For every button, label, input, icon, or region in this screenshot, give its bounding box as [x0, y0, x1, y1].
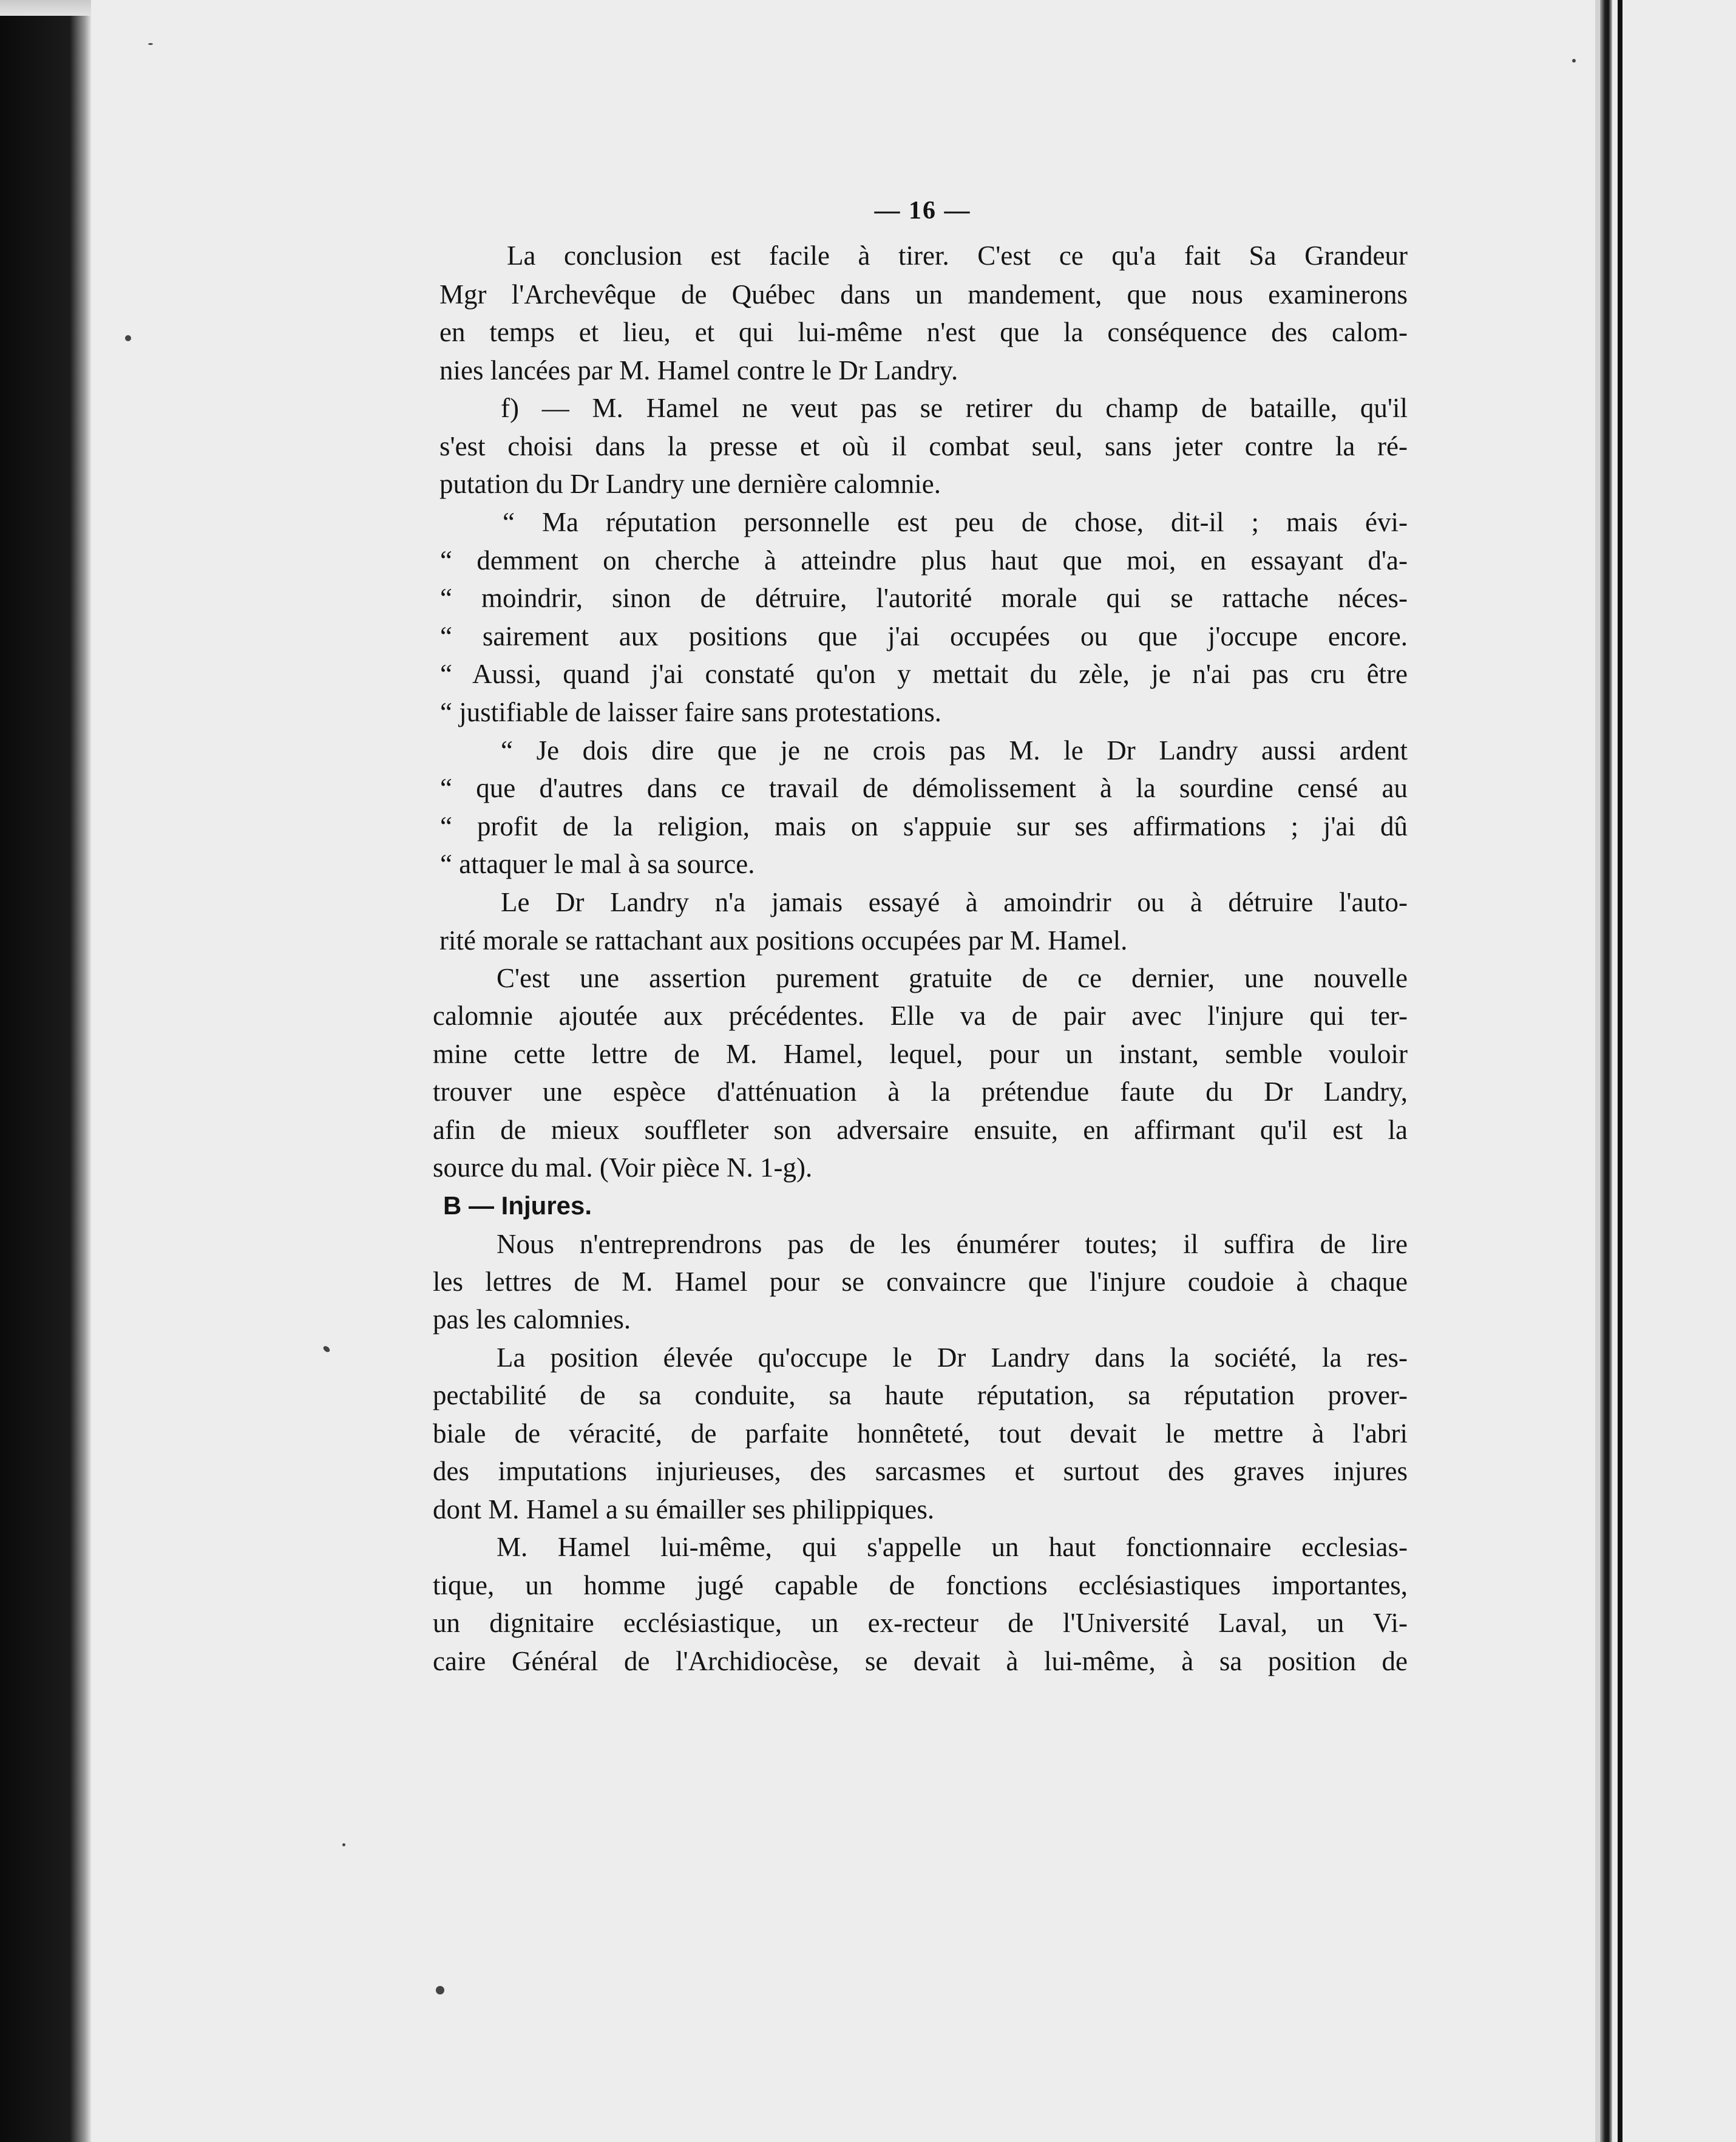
scan-speck — [436, 1986, 444, 1994]
text-line: rité morale se rattachant aux positions occupées par M. Hamel. — [439, 925, 1128, 956]
page-number: — 16 — — [874, 197, 971, 225]
text-line: pas les calomnies. — [433, 1304, 631, 1334]
text-line: “ profit de la religion, mais on s'appuie sur ses affirmations ; j'ai dû — [440, 811, 1408, 841]
scan-speck — [148, 43, 153, 45]
text-line: “ attaquer le mal à sa source. — [440, 849, 755, 879]
text-line: source du mal. (Voir pièce N. 1-g). — [433, 1152, 813, 1183]
page-gutter — [1600, 0, 1612, 2142]
text-line: Le Dr Landry n'a jamais essayé à amoindrir ou à détruire l'auto- — [501, 887, 1408, 917]
scan-speck — [1572, 59, 1576, 63]
text-line: “ que d'autres dans ce travail de démolissement à la sourdine censé au — [440, 773, 1408, 803]
text-line: mine cette lettre de M. Hamel, lequel, pour un instant, semble vouloir — [433, 1039, 1408, 1069]
text-line: f) — M. Hamel ne veut pas se retirer du champ de bataille, qu'il — [501, 393, 1408, 423]
scan-speck — [125, 335, 131, 341]
text-line: “ moindrir, sinon de détruire, l'autorité morale qui se rattache néces- — [440, 583, 1408, 613]
text-line: “ demment on cherche à atteindre plus haut que moi, en essayant d'a- — [440, 545, 1408, 576]
text-line: calomnie ajoutée aux précédentes. Elle va de pair avec l'injure qui ter- — [433, 1001, 1408, 1031]
text-line: Nous n'entreprendrons pas de les énumérer toutes; il suffira de lire — [497, 1229, 1408, 1259]
text-line: nies lancées par M. Hamel contre le Dr Landry. — [439, 355, 958, 386]
section-heading: B — Injures. — [443, 1191, 592, 1220]
text-line: dont M. Hamel a su émailler ses philippiques. — [433, 1494, 935, 1525]
text-line: afin de mieux souffleter son adversaire ensuite, en affirmant qu'il est la — [433, 1115, 1408, 1145]
text-line: biale de véracité, de parfaite honnêteté, tout devait le mettre à l'abri — [433, 1418, 1408, 1449]
left-scan-border — [0, 0, 91, 2142]
text-line: un dignitaire ecclésiastique, un ex-recteur de l'Université Laval, un Vi- — [433, 1608, 1408, 1638]
text-line: des imputations injurieuses, des sarcasmes et surtout des graves injures — [433, 1456, 1408, 1486]
text-line: trouver une espèce d'atténuation à la prétendue faute du Dr Landry, — [433, 1076, 1408, 1107]
text-line: La position élevée qu'occupe le Dr Landry dans la société, la res- — [497, 1342, 1408, 1373]
right-page-shadow — [1618, 0, 1622, 2142]
text-line: “ Aussi, quand j'ai constaté qu'on y mettait du zèle, je n'ai pas cru être — [440, 659, 1408, 689]
scan-speck — [342, 1843, 345, 1846]
text-line: les lettres de M. Hamel pour se convaincre que l'injure coudoie à chaque — [433, 1266, 1408, 1297]
right-page-edge — [1612, 0, 1736, 2142]
text-line: s'est choisi dans la presse et où il combat seul, sans jeter contre la ré- — [439, 431, 1408, 461]
text-line: pectabilité de sa conduite, sa haute réputation, sa réputation prover- — [433, 1380, 1408, 1410]
text-line: “ sairement aux positions que j'ai occupées ou que j'occupe encore. — [440, 621, 1408, 651]
text-line: La conclusion est facile à tirer. C'est ce qu'a fait Sa Grandeur — [507, 240, 1408, 271]
text-line: C'est une assertion purement gratuite de ce dernier, une nouvelle — [497, 963, 1408, 993]
text-line: Mgr l'Archevêque de Québec dans un mandement, que nous examinerons — [439, 279, 1408, 310]
text-line: “ Ma réputation personnelle est peu de chose, dit-il ; mais évi- — [503, 507, 1408, 537]
text-line: “ justifiable de laisser faire sans protestations. — [440, 697, 941, 727]
text-line: caire Général de l'Archidiocèse, se devait à lui-même, à sa position de — [433, 1646, 1408, 1676]
text-line: putation du Dr Landry une dernière calomnie. — [439, 469, 941, 499]
text-line: en temps et lieu, et qui lui-même n'est que la conséquence des calom- — [439, 317, 1408, 347]
text-line: tique, un homme jugé capable de fonctions ecclésiastiques importantes, — [433, 1570, 1408, 1600]
text-line: “ Je dois dire que je ne crois pas M. le Dr Landry aussi ardent — [501, 735, 1408, 766]
text-line: M. Hamel lui-même, qui s'appelle un haut fonctionnaire ecclesias- — [497, 1532, 1408, 1562]
